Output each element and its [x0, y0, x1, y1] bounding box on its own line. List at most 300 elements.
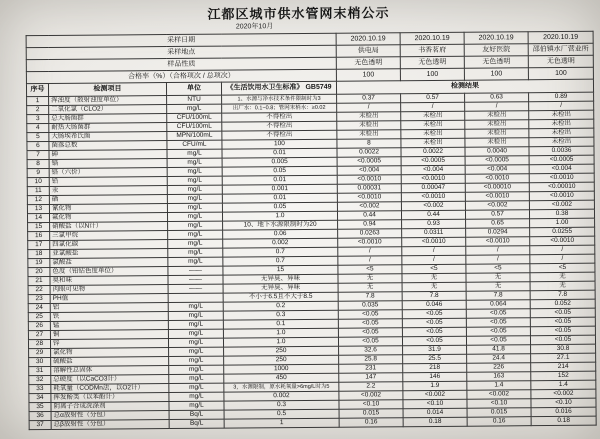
seq-cell: 10: [27, 177, 49, 186]
result-cell: 未检出: [529, 128, 594, 138]
result-cell: 27.1: [531, 353, 596, 363]
limit-cell: 0.1: [223, 319, 338, 329]
result-cell: 未检出: [401, 111, 465, 121]
info-row-value: 无色透明: [336, 57, 400, 70]
col-header-unit: 单位: [166, 82, 221, 95]
result-cell: 163: [467, 372, 531, 382]
seq-cell: 34: [29, 393, 51, 402]
unit-cell: ——: [168, 284, 223, 293]
result-cell: 218: [403, 363, 467, 373]
result-cell: 未检出: [465, 120, 529, 130]
item-cell: 总硬度（以CaCO3计）: [51, 375, 169, 385]
unit-cell: CFU/100mL: [167, 113, 222, 122]
result-cell: <0.0005: [401, 156, 465, 166]
item-cell: 四氯化碳: [50, 240, 168, 250]
result-cell: 0.0263: [338, 229, 402, 239]
item-cell: 汞: [49, 186, 167, 196]
result-cell: <0.00010: [529, 182, 594, 192]
result-cell: 无: [530, 272, 595, 282]
result-cell: <0.05: [466, 327, 530, 337]
result-cell: /: [337, 103, 401, 113]
result-cell: 0.064: [466, 300, 530, 310]
seq-cell: 24: [28, 303, 50, 312]
result-cell: <0.0005: [529, 155, 594, 165]
limit-cell: 0.7: [223, 247, 338, 257]
item-cell: 耐热大肠菌群: [49, 123, 167, 133]
result-cell: <0.002: [529, 200, 594, 210]
limit-cell: 无异臭、异味: [223, 283, 338, 293]
item-cell: 二氧化氯（CLO2）: [49, 105, 167, 115]
item-cell: 砷: [49, 150, 167, 160]
seq-cell: 35: [29, 402, 51, 411]
seq-cell: 1: [27, 96, 49, 105]
result-cell: <0.10: [531, 398, 596, 408]
result-cell: 无: [466, 273, 530, 283]
unit-cell: mg/L: [168, 302, 223, 311]
seq-cell: 19: [28, 258, 50, 267]
limit-cell: 250: [224, 355, 339, 365]
info-row-value: 邵伯镇水厂营业所: [528, 43, 593, 56]
info-row-value: 2020.10.19: [400, 32, 464, 45]
result-cell: 0.035: [338, 301, 402, 311]
result-cell: 0.63: [465, 93, 529, 103]
result-cell: 0.015: [339, 409, 403, 419]
result-cell: 未检出: [465, 129, 529, 139]
result-cell: <5: [466, 264, 530, 274]
item-cell: 色度（铂钴色度单位）: [50, 267, 168, 277]
item-cell: 亚氯酸盐: [50, 249, 168, 259]
limit-cell: 0.01: [222, 193, 337, 203]
item-cell: 铜: [50, 330, 168, 340]
result-cell: 0.052: [530, 299, 595, 309]
limit-cell: 无异臭、异味: [223, 274, 338, 284]
seq-cell: 27: [28, 330, 50, 339]
limit-cell: 250: [224, 346, 339, 356]
limit-cell: 1、水源与净水技术条件限制时为3: [222, 94, 337, 104]
seq-cell: 20: [28, 267, 50, 276]
item-cell: 氰化物: [49, 204, 167, 214]
result-cell: 7.8: [338, 292, 402, 302]
result-cell: 无: [530, 281, 595, 291]
result-cell: <0.0010: [402, 237, 466, 247]
result-cell: 0.44: [401, 210, 465, 220]
unit-cell: MPN/100mL: [167, 131, 222, 140]
result-cell: 0.16: [467, 417, 531, 427]
seq-cell: 2: [27, 105, 49, 114]
limit-cell: 不小于6.5且不大于8.5: [223, 292, 338, 302]
limit-cell: 0.002: [223, 238, 338, 248]
result-cell: <0.0010: [401, 174, 465, 184]
result-cell: <0.05: [466, 309, 530, 319]
limit-cell: 出厂水：0.1~0.8；管网末梢水：≥0.02: [222, 103, 337, 113]
unit-cell: mg/L: [169, 401, 224, 410]
unit-cell: ——: [168, 266, 223, 275]
item-cell: 氯酸盐: [50, 258, 168, 268]
result-cell: 未检出: [401, 138, 465, 148]
result-cell: /: [465, 102, 529, 112]
unit-cell: mg/L: [167, 158, 222, 167]
item-cell: 氯化物: [51, 348, 169, 358]
result-cell: <0.0005: [337, 157, 401, 167]
unit-cell: mg/L: [168, 311, 223, 320]
unit-cell: mg/L: [169, 347, 224, 356]
info-row-label: 采样地点: [26, 45, 336, 59]
limit-cell: 1000: [224, 364, 339, 374]
result-cell: <0.05: [338, 319, 402, 329]
limit-cell: 0.005: [222, 157, 337, 167]
result-cell: /: [466, 246, 530, 256]
result-cell: <0.05: [466, 318, 530, 328]
result-cell: 146: [403, 372, 467, 382]
result-cell: /: [338, 247, 402, 257]
result-cell: <0.05: [402, 318, 466, 328]
result-cell: 0.0294: [466, 228, 530, 238]
result-cell: /: [530, 254, 595, 264]
seq-cell: 32: [29, 375, 51, 384]
result-cell: <0.004: [401, 165, 465, 175]
item-cell: 溶解性总固体: [51, 366, 169, 376]
unit-cell: mg/L: [169, 392, 224, 401]
result-cell: 0.0022: [337, 148, 401, 158]
item-cell: 铬（六价）: [49, 168, 167, 178]
result-cell: <0.05: [530, 308, 595, 318]
info-row-value: 100: [336, 69, 400, 82]
result-cell: /: [401, 102, 465, 112]
unit-cell: CFU/mL: [167, 140, 222, 149]
limit-cell: 1.0: [223, 328, 338, 338]
results-section: [27, 92, 597, 429]
result-cell: <0.05: [530, 335, 595, 345]
unit-cell: Bq/L: [169, 410, 224, 419]
page-subtitle: 2020年10月: [235, 23, 274, 31]
item-cell: 总β放射性（分包）: [51, 420, 169, 430]
seq-cell: 12: [27, 195, 49, 204]
limit-cell: 0.01: [222, 175, 337, 185]
unit-cell: mg/L: [168, 257, 223, 266]
unit-cell: mg/L: [167, 167, 222, 176]
unit-cell: mg/L: [167, 176, 222, 185]
seq-cell: 6: [27, 141, 49, 150]
result-cell: 未检出: [529, 110, 594, 120]
unit-cell: mg/L: [169, 365, 224, 374]
item-cell: 耗氧量（CODMn法，以O2计）: [51, 384, 169, 394]
seq-cell: 36: [29, 411, 51, 420]
result-cell: 未检出: [401, 120, 465, 130]
info-row-value: 2020.10.19: [464, 32, 528, 45]
result-cell: <0.0005: [465, 156, 529, 166]
result-cell: /: [529, 101, 594, 111]
unit-cell: NTU: [167, 95, 222, 104]
result-cell: 41.8: [467, 345, 531, 355]
info-row-label: 样品性质: [26, 57, 336, 71]
item-cell: 镉: [49, 159, 167, 169]
seq-cell: 7: [27, 150, 49, 159]
result-cell: 0.57: [401, 93, 465, 103]
result-cell: <0.004: [465, 165, 529, 175]
result-cell: <0.05: [338, 328, 402, 338]
seq-cell: 23: [28, 294, 50, 303]
limit-cell: 15: [223, 265, 338, 275]
water-quality-table: [26, 31, 597, 430]
result-cell: 231: [339, 364, 403, 374]
limit-cell: 100: [222, 139, 337, 149]
limit-cell: 0.05: [222, 202, 337, 212]
result-cell: 0.0040: [465, 147, 529, 157]
result-cell: 0.89: [529, 92, 594, 102]
result-cell: /: [530, 245, 595, 255]
item-cell: PH值: [50, 294, 168, 304]
info-row-value: 书香茗府: [400, 44, 464, 57]
seq-cell: 8: [27, 159, 49, 168]
unit-cell: mg/L: [169, 383, 224, 392]
item-cell: 阴离子合成洗涤剂: [51, 402, 169, 412]
result-cell: 7.8: [530, 290, 595, 300]
seq-cell: 28: [28, 339, 50, 348]
result-cell: 无: [338, 274, 402, 284]
info-row-value: 100: [464, 68, 528, 81]
result-cell: <0.05: [402, 327, 466, 337]
result-cell: 8: [337, 139, 401, 149]
unit-cell: mg/L: [169, 374, 224, 383]
seq-cell: 14: [27, 213, 49, 222]
unit-cell: mg/L: [167, 203, 222, 212]
result-cell: <0.05: [338, 310, 402, 320]
result-cell: <0.0010: [337, 175, 401, 185]
col-header-result: 检测结果: [336, 79, 593, 94]
result-cell: /: [402, 246, 466, 256]
result-cell: <0.0010: [529, 173, 594, 183]
limit-cell: 0.05: [222, 166, 337, 176]
seq-cell: 5: [27, 132, 49, 141]
result-cell: <0.002: [337, 202, 401, 212]
result-cell: 0.0022: [401, 147, 465, 157]
result-cell: 未检出: [401, 129, 465, 139]
result-cell: 未检出: [337, 121, 401, 131]
result-cell: 25.8: [339, 355, 403, 365]
seq-cell: 33: [29, 384, 51, 393]
info-row-value: 无色透明: [400, 56, 464, 69]
unit-cell: mg/L: [167, 149, 222, 158]
result-cell: 未检出: [529, 137, 594, 147]
item-cell: 铝: [50, 303, 168, 313]
info-row-value: 2020.10.19: [528, 31, 593, 44]
unit-cell: mg/L: [169, 356, 224, 365]
item-cell: 大肠埃希氏菌: [49, 132, 167, 142]
item-cell: 硫酸盐: [51, 357, 169, 367]
item-cell: 硒: [49, 195, 167, 205]
seq-cell: 37: [29, 420, 51, 429]
limit-cell: 0.3: [223, 310, 338, 320]
result-cell: <0.05: [530, 317, 595, 327]
result-cell: 未检出: [529, 119, 594, 129]
unit-cell: [168, 293, 223, 302]
result-cell: 无: [338, 283, 402, 293]
col-header-seq: 序号: [26, 83, 48, 96]
unit-cell: mg/L: [167, 185, 222, 194]
result-cell: 无: [402, 282, 466, 292]
result-cell: 30.8: [531, 344, 596, 354]
result-cell: <0.05: [530, 326, 595, 336]
result-cell: 无: [402, 273, 466, 283]
result-cell: <0.05: [338, 337, 402, 347]
result-cell: 0.014: [403, 408, 467, 418]
col-header-standard: 《生活饮用水卫生标准》 GB5749: [221, 81, 336, 95]
unit-cell: mg/L: [167, 104, 222, 113]
limit-cell: 不得检出: [222, 130, 337, 140]
unit-cell: mg/L: [168, 329, 223, 338]
limit-cell: 不得检出: [222, 112, 337, 122]
limit-cell: 1: [224, 418, 339, 428]
result-cell: 1.00: [530, 218, 595, 228]
seq-cell: 3: [27, 114, 49, 123]
limit-cell: 0.01: [222, 148, 337, 158]
seq-cell: 26: [28, 321, 50, 330]
limit-cell: 1.0: [223, 337, 338, 347]
result-cell: <0.10: [339, 400, 403, 410]
result-cell: 1.4: [467, 381, 531, 391]
unit-cell: mg/L: [167, 212, 222, 221]
info-row-value: 友好医院: [464, 44, 528, 57]
info-row-value: 无色透明: [464, 56, 528, 69]
item-cell: 肉眼可见物: [50, 285, 168, 295]
seq-cell: 11: [27, 186, 49, 195]
unit-cell: CFU/100mL: [167, 122, 222, 131]
result-cell: <0.004: [529, 164, 594, 174]
unit-cell: mg/L: [168, 338, 223, 347]
result-cell: 未检出: [465, 111, 529, 121]
info-row-label: 采样日期: [26, 33, 336, 47]
result-cell: 0.015: [467, 408, 531, 418]
result-cell: <0.0010: [465, 174, 529, 184]
result-cell: <0.05: [466, 336, 530, 346]
result-cell: <0.002: [531, 389, 596, 399]
result-cell: <5: [402, 264, 466, 274]
unit-cell: Bq/L: [169, 419, 224, 428]
item-cell: 铅: [49, 177, 167, 187]
unit-cell: mg/L: [167, 194, 222, 203]
item-cell: 锌: [50, 339, 168, 349]
seq-cell: 15: [28, 222, 50, 231]
result-cell: 1.4: [531, 380, 596, 390]
info-row-value: 供电局: [336, 45, 400, 58]
result-cell: 214: [531, 362, 596, 372]
limit-cell: 0.001: [222, 184, 337, 194]
result-cell: 7.8: [402, 291, 466, 301]
result-cell: <0.00010: [465, 183, 529, 193]
item-cell: 臭和味: [50, 276, 168, 286]
result-cell: <0.0010: [466, 237, 530, 247]
seq-cell: 22: [28, 285, 50, 294]
sample-info-section: [26, 31, 593, 83]
result-cell: 152: [531, 371, 596, 381]
result-cell: <0.10: [467, 399, 531, 409]
result-cell: 31.9: [403, 345, 467, 355]
result-cell: 0.93: [402, 219, 466, 229]
result-cell: 0.0036: [529, 146, 594, 156]
result-cell: /: [338, 256, 402, 266]
limit-cell: 0.002: [224, 391, 339, 401]
result-cell: 25.5: [403, 354, 467, 364]
result-cell: 0.57: [465, 210, 529, 220]
result-cell: <0.002: [339, 391, 403, 401]
page-title: 江都区城市供水管网末梢公示: [207, 5, 390, 22]
result-cell: 0.38: [529, 209, 594, 219]
seq-cell: 31: [29, 366, 51, 375]
limit-cell: 1.0: [222, 211, 337, 221]
seq-cell: 18: [28, 249, 50, 258]
result-cell: <0.002: [465, 201, 529, 211]
result-cell: 0.0311: [402, 228, 466, 238]
result-cell: 226: [467, 363, 531, 373]
unit-cell: mg/L: [168, 221, 223, 230]
seq-cell: 16: [28, 231, 50, 240]
result-cell: 无: [466, 282, 530, 292]
unit-cell: mg/L: [168, 248, 223, 257]
info-row-value: 100: [528, 67, 593, 80]
result-cell: 未检出: [337, 130, 401, 140]
item-cell: 挥发酚类（以苯酚计）: [51, 393, 169, 403]
limit-cell: 0.7: [223, 256, 338, 266]
seq-cell: 13: [27, 204, 49, 213]
result-cell: 0.65: [466, 219, 530, 229]
result-cell: 0.00047: [401, 183, 465, 193]
result-cell: 0.016: [531, 407, 596, 417]
item-cell: 菌落总数: [49, 141, 167, 151]
seq-cell: 17: [28, 240, 50, 249]
info-row-label: 合格率（%）（合格项次 / 总项次）: [26, 69, 336, 83]
seq-cell: 4: [27, 123, 49, 132]
unit-cell: ——: [168, 275, 223, 284]
result-cell: 0.0255: [530, 227, 595, 237]
item-cell: 浑浊度（散射浊度单位）: [49, 96, 167, 106]
result-cell: <0.002: [467, 390, 531, 400]
result-cell: 24.4: [467, 354, 531, 364]
result-cell: 0.18: [531, 416, 596, 426]
limit-cell: 不得检出: [222, 121, 337, 131]
result-cell: 未检出: [465, 138, 529, 148]
item-cell: 总α放射性（分包）: [51, 411, 169, 421]
result-cell: 147: [339, 373, 403, 383]
result-cell: <0.0010: [401, 192, 465, 202]
result-cell: 0.94: [338, 220, 402, 230]
result-cell: 未检出: [337, 112, 401, 122]
result-cell: <0.002: [403, 390, 467, 400]
result-cell: <0.05: [402, 336, 466, 346]
result-cell: 0.18: [403, 417, 467, 427]
result-cell: 0.44: [337, 211, 401, 221]
result-cell: <0.0010: [338, 238, 402, 248]
result-cell: 7.8: [466, 291, 530, 301]
result-cell: <5: [338, 265, 402, 275]
limit-cell: 0.3: [224, 400, 339, 410]
result-cell: 0.046: [402, 300, 466, 310]
unit-cell: mg/L: [168, 230, 223, 239]
info-row-value: 无色透明: [528, 55, 593, 68]
result-cell: 1.9: [403, 381, 467, 391]
result-cell: <0.10: [403, 399, 467, 409]
seq-cell: 9: [27, 168, 49, 177]
result-cell: 2.2: [339, 382, 403, 392]
limit-cell: 3，水源限制，原水耗氧量>6mg/L时为5: [224, 382, 339, 392]
seq-cell: 21: [28, 276, 50, 285]
item-cell: 锰: [50, 321, 168, 331]
seq-cell: 25: [28, 312, 50, 321]
col-header-item: 检测项目: [48, 83, 166, 97]
limit-cell: 0.06: [223, 229, 338, 239]
result-cell: <5: [530, 263, 595, 273]
seq-cell: 30: [29, 357, 51, 366]
limit-cell: 0.2: [223, 301, 338, 311]
